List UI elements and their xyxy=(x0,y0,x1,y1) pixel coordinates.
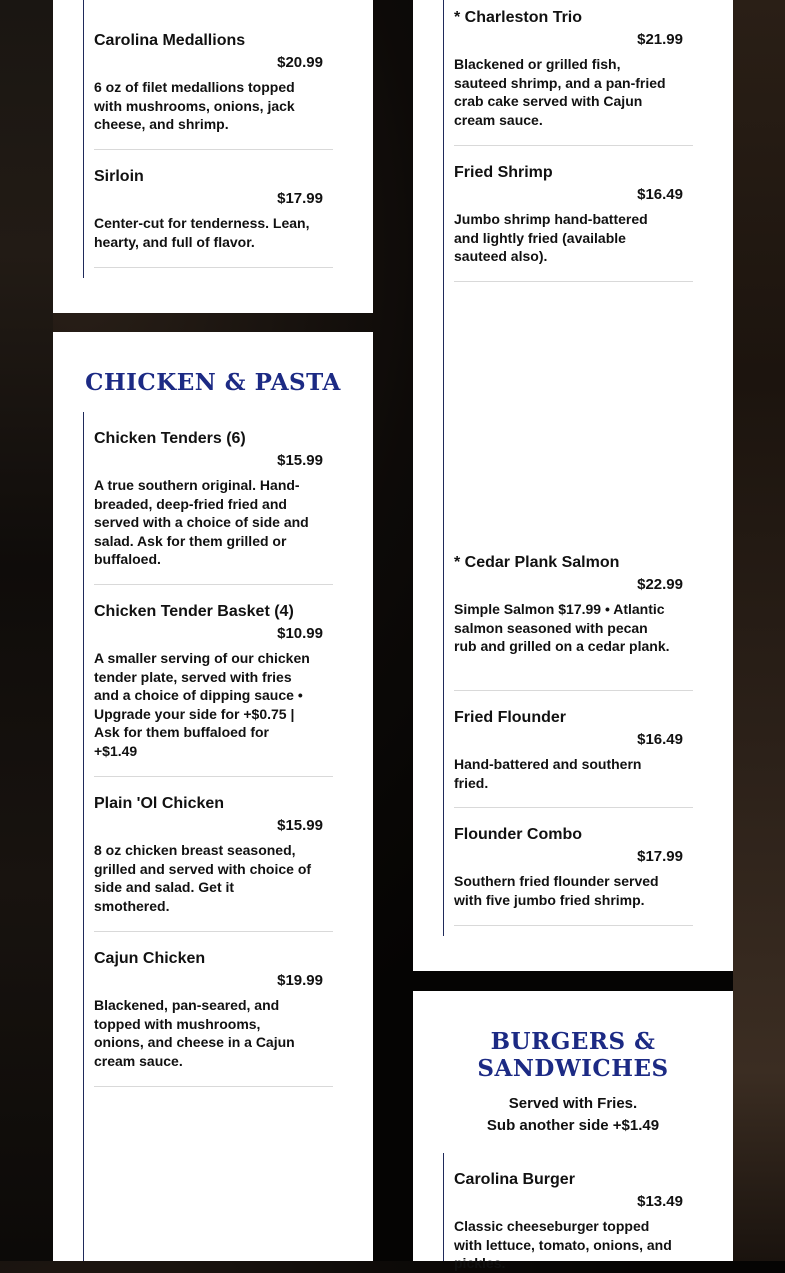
item-divider xyxy=(94,267,333,268)
background-right xyxy=(733,0,785,1261)
menu-item xyxy=(454,8,694,129)
menu-item xyxy=(454,825,694,909)
menu-item xyxy=(94,31,334,134)
menu-item xyxy=(454,553,694,656)
item-divider xyxy=(94,149,333,150)
item-name: * Cedar Plank Salmon xyxy=(454,554,620,571)
item-price: $13.49 xyxy=(637,1193,683,1210)
item-name: Chicken Tenders (6) xyxy=(94,430,246,447)
item-divider xyxy=(454,281,693,282)
section-title-line1: BURGERS & xyxy=(490,1028,656,1055)
item-divider xyxy=(94,584,333,585)
item-divider xyxy=(94,776,333,777)
menu-item xyxy=(454,708,694,792)
item-name: Flounder Combo xyxy=(454,826,582,843)
menu-item xyxy=(454,1170,694,1273)
chicken-pasta-card xyxy=(53,332,373,1261)
background-left xyxy=(0,0,53,1261)
item-price: $20.99 xyxy=(277,54,323,71)
item-price: $15.99 xyxy=(277,452,323,469)
burgers-rail xyxy=(443,1153,444,1261)
steaks-rail xyxy=(83,0,84,278)
menu-item xyxy=(94,949,334,1070)
item-name: Fried Shrimp xyxy=(454,164,553,181)
item-description: A true southern original. Hand-breaded, deep-fried fried and served with a choice of side and salad. Ask for them grilled or buffaloed. xyxy=(94,477,309,568)
item-description: Simple Salmon $17.99 • Atlantic salmon seasoned with pecan rub and grilled on a cedar plank. xyxy=(454,601,670,655)
menu-item xyxy=(454,163,694,266)
item-divider xyxy=(454,145,693,146)
item-price: $16.49 xyxy=(637,186,683,203)
item-price: $22.99 xyxy=(637,576,683,593)
item-divider xyxy=(94,1086,333,1087)
item-description: Jumbo shrimp hand-battered and lightly fried (available sauteed also). xyxy=(454,211,648,265)
item-description: Classic cheeseburger topped with lettuce, tomato, onions, and pickles. xyxy=(454,1218,672,1272)
item-name: Carolina Medallions xyxy=(94,32,246,49)
item-price: $15.99 xyxy=(277,817,323,834)
seafood-rail xyxy=(443,0,444,936)
item-price: $10.99 xyxy=(277,625,323,642)
menu-item xyxy=(94,602,334,761)
menu-item xyxy=(94,794,334,915)
item-name: Carolina Burger xyxy=(454,1171,575,1188)
item-price: $19.99 xyxy=(277,972,323,989)
section-subtitle-line2: Sub another side +$1.49 xyxy=(486,1117,660,1134)
item-description: Blackened, pan-seared, and topped with mushrooms, onions, and cheese in a Cajun cream sauce. xyxy=(94,997,295,1069)
item-description: A smaller serving of our chicken tender plate, served with fries and a choice of dipping sauce • Upgrade your side for +$0.75 | Ask for them buffaloed for +$1.49 xyxy=(94,650,310,759)
item-divider xyxy=(454,690,693,691)
steaks-card xyxy=(53,0,373,313)
section-subtitle-line1: Served with Fries. xyxy=(508,1095,638,1112)
item-name: Chicken Tender Basket (4) xyxy=(94,603,294,620)
item-price: $17.99 xyxy=(637,848,683,865)
item-price: $17.99 xyxy=(277,190,323,207)
burgers-card xyxy=(413,991,733,1272)
item-description: Southern fried flounder served with five jumbo fried shrimp. xyxy=(454,873,659,908)
item-name: Plain 'Ol Chicken xyxy=(94,795,225,812)
section-title: CHICKEN & PASTA xyxy=(85,369,341,396)
item-description: 6 oz of filet medallions topped with mushrooms, onions, jack cheese, and shrimp. xyxy=(94,79,295,133)
item-divider xyxy=(454,807,693,808)
item-name: Sirloin xyxy=(94,168,144,185)
section-title-line2: SANDWICHES xyxy=(477,1055,669,1082)
menu-item xyxy=(94,167,334,251)
item-divider xyxy=(454,925,693,926)
item-name: * Charleston Trio xyxy=(454,9,583,26)
item-description: 8 oz chicken breast seasoned, grilled and served with choice of side and salad. Get it smothered. xyxy=(94,842,312,914)
chicken-pasta-rail xyxy=(83,412,84,1261)
menu-item xyxy=(94,429,334,569)
item-description: Center-cut for tenderness. Lean, hearty, and full of flavor. xyxy=(94,215,310,250)
item-price: $16.49 xyxy=(637,731,683,748)
item-description: Hand-battered and southern fried. xyxy=(454,756,642,791)
item-name: Fried Flounder xyxy=(454,709,566,726)
item-divider xyxy=(94,931,333,932)
seafood-card xyxy=(413,0,733,971)
item-price: $21.99 xyxy=(637,31,683,48)
item-name: Cajun Chicken xyxy=(94,950,206,967)
item-description: Blackened or grilled fish, sauteed shrimp, and a pan-fried crab cake served with Cajun cream sauce. xyxy=(454,56,666,128)
